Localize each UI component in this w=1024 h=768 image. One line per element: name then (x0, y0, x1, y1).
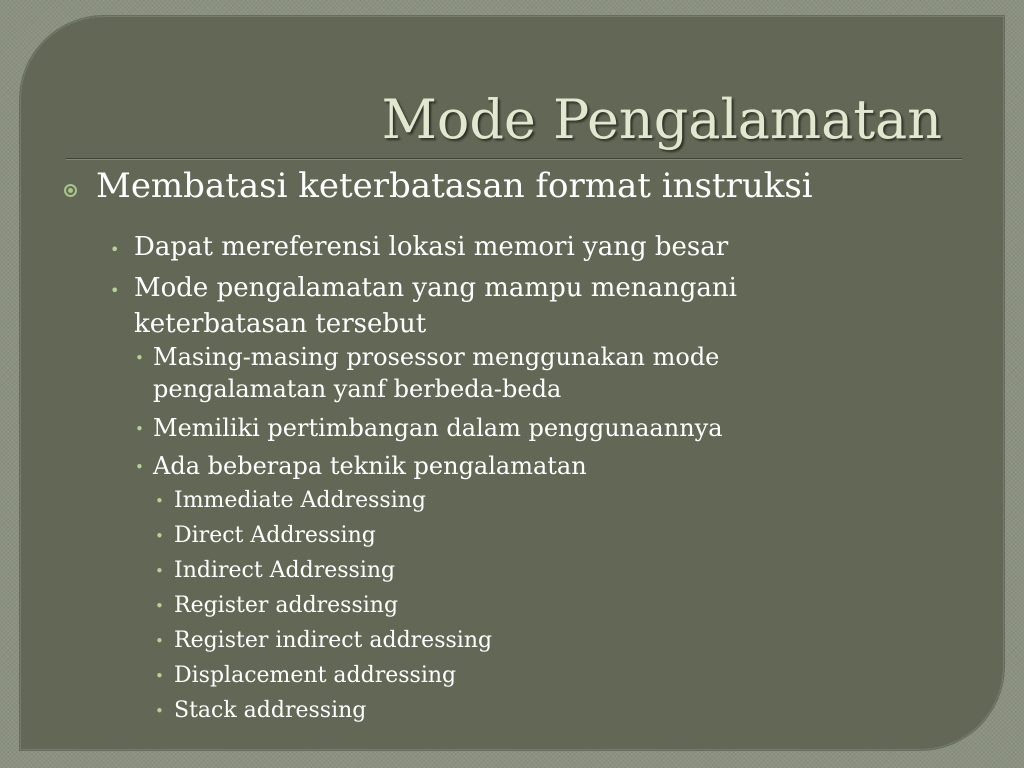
technique-text: Displacement addressing (174, 663, 457, 688)
bullet-dot-icon: • (110, 281, 120, 300)
bullet-dot-icon: • (135, 458, 144, 476)
technique-text: Register addressing (174, 593, 399, 618)
bullet-dot-icon: • (110, 240, 120, 259)
bullet-dot-icon: • (135, 349, 144, 367)
sub-sub-bullet-text: Memiliki pertimbangan dalam penggunaannya (153, 414, 723, 442)
technique-text: Indirect Addressing (174, 558, 396, 583)
bullet-dot-icon: • (155, 492, 164, 510)
technique-text: Immediate Addressing (174, 488, 426, 513)
sub-sub-bullet-text: Masing-masing prosessor menggunakan mode pengalamatan yanf berbeda-beda (153, 343, 720, 403)
bullet-dot-icon: • (135, 420, 144, 438)
bullet-text: Membatasi keterbatasan format instruksi (96, 166, 813, 206)
technique-text: Register indirect addressing (174, 628, 493, 653)
technique-text: Direct Addressing (174, 523, 376, 548)
bullet-dot-icon: • (155, 632, 164, 650)
sub-bullet-text: Dapat mereferensi lokasi memori yang besar (134, 232, 729, 262)
slide-panel (20, 16, 1004, 750)
bullet-dot-icon: • (155, 527, 164, 545)
bullet-dot-icon: • (155, 562, 164, 580)
technique-text: Stack addressing (174, 698, 367, 723)
slide-title: Mode Pengalamatan (381, 88, 942, 151)
title-divider (66, 158, 962, 160)
circled-bullet-icon (64, 184, 77, 197)
sub-bullet-text: Mode pengalamatan yang mampu menangani keterbatasan tersebut (134, 273, 737, 339)
bullet-dot-icon: • (155, 702, 164, 720)
bullet-dot-icon: • (155, 597, 164, 615)
bullet-dot-icon: • (155, 667, 164, 685)
sub-sub-bullet-text: Ada beberapa teknik pengalamatan (153, 452, 587, 480)
